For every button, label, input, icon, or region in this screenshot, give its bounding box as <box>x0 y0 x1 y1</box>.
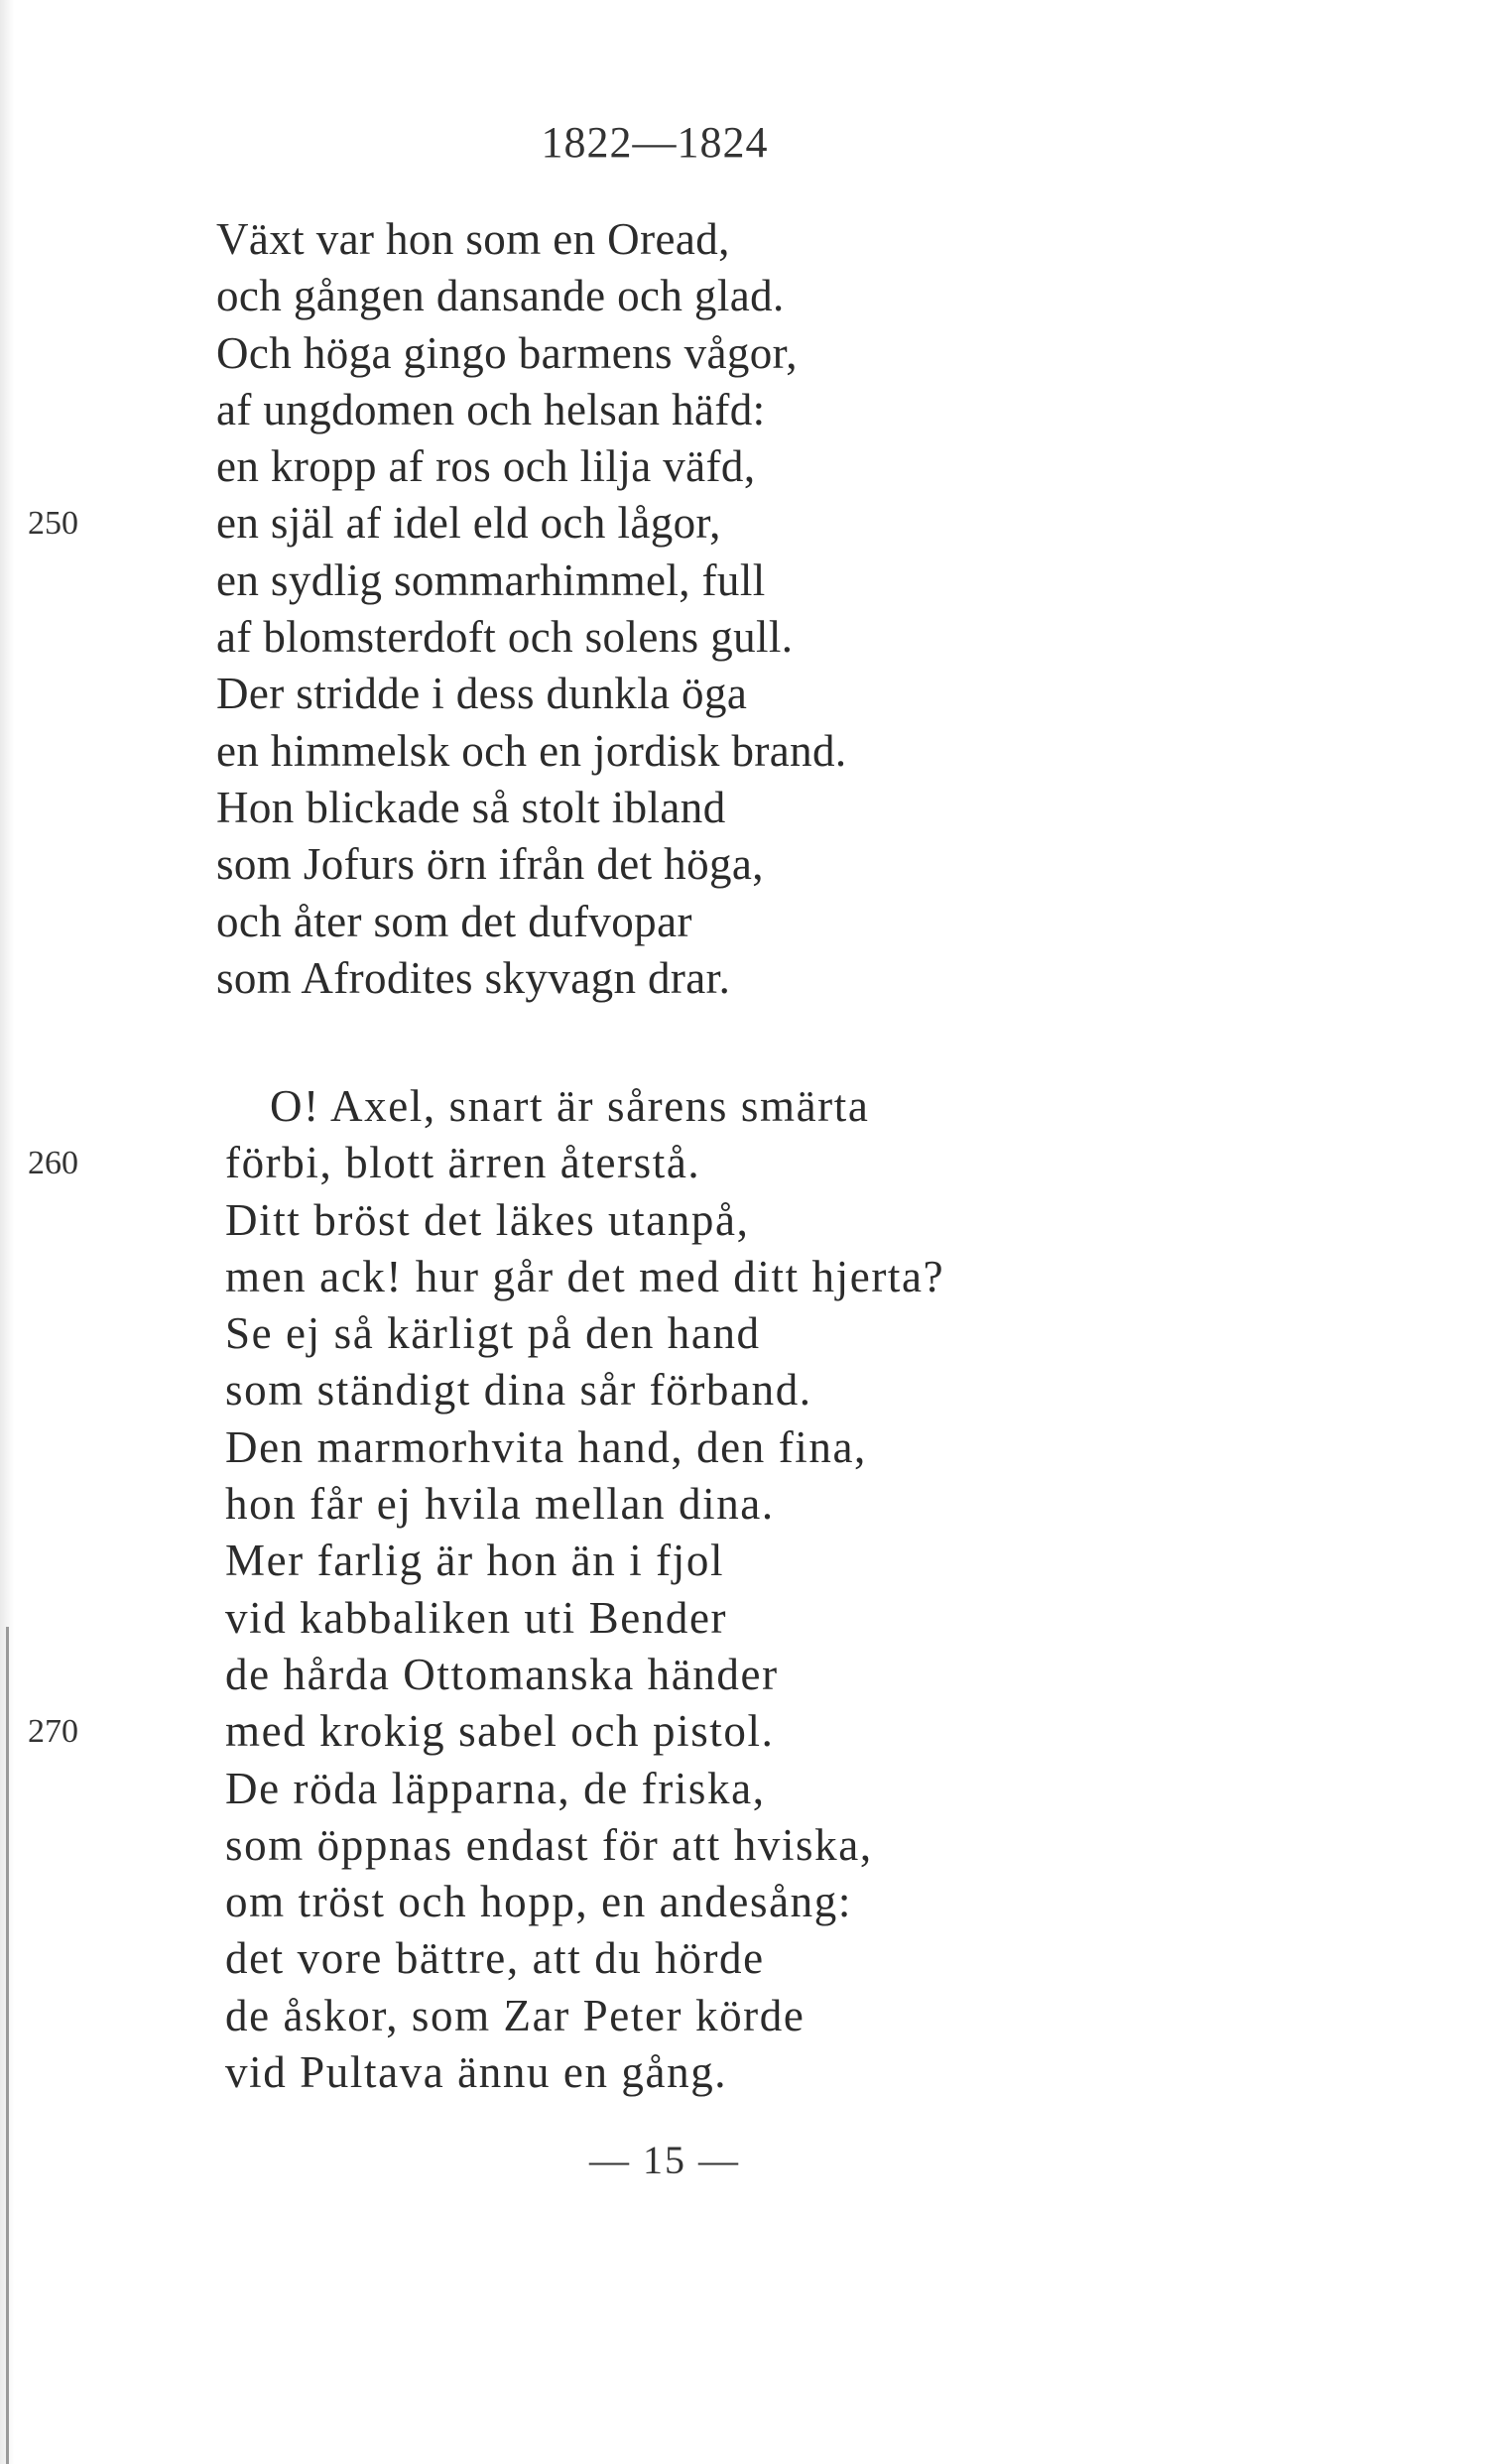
verse-line <box>0 1419 1488 1476</box>
verse-text: vid kabbaliken uti Bender <box>225 1592 728 1643</box>
verse-text: Mer farlig är hon än i fjol <box>225 1536 725 1586</box>
line-number: 270 <box>28 1713 78 1751</box>
verse-text: med krokig sabel och pistol. <box>225 1706 775 1757</box>
verse-line <box>0 325 1488 382</box>
verse-line <box>0 1078 1488 1135</box>
verse-text: Se ej så kärligt på den hand <box>225 1308 761 1359</box>
verse-line <box>0 1761 1488 1817</box>
verse-text: Der stridde i dess dunkla öga <box>216 669 748 719</box>
verse-text: som öppnas endast för att hviska, <box>225 1819 873 1870</box>
stanza-1 <box>0 211 1488 1007</box>
verse-line <box>0 1135 1488 1191</box>
verse-line <box>0 1988 1488 2044</box>
verse-text: om tröst och hopp, en andesång: <box>225 1877 852 1927</box>
verse-line <box>0 2044 1488 2101</box>
verse-text: en himmelsk och en jordisk brand. <box>216 725 847 776</box>
verse-line <box>0 1930 1488 1987</box>
verse-line <box>0 1817 1488 1874</box>
verse-line <box>0 1590 1488 1647</box>
stanza-2 <box>0 1078 1488 2101</box>
verse-text: de åskor, som Zar Peter körde <box>225 1990 806 2040</box>
verse-line <box>0 382 1488 438</box>
verse-text: O! Axel, snart är sårens smärta <box>270 1081 870 1131</box>
line-number: 260 <box>28 1145 78 1182</box>
verse-text: de hårda Ottomanska händer <box>225 1649 779 1699</box>
verse-line <box>0 553 1488 609</box>
verse-text: Växt var hon som en Oread, <box>216 214 730 264</box>
verse-text: en sydlig sommarhimmel, full <box>216 554 766 605</box>
verse-text: Hon blickade så stolt ibland <box>216 782 726 832</box>
verse-text: Och höga gingo barmens vågor, <box>216 327 798 378</box>
verse-line <box>0 780 1488 836</box>
verse-line <box>0 950 1488 1007</box>
verse-line <box>0 1874 1488 1930</box>
verse-text: hon får ej hvila mellan dina. <box>225 1479 775 1530</box>
verse-text: förbi, blott ärren återstå. <box>225 1138 701 1188</box>
verse-text: Den marmorhvita hand, den fina, <box>225 1421 867 1472</box>
verse-line <box>0 723 1488 780</box>
verse-line <box>0 268 1488 324</box>
verse-line <box>0 1703 1488 1760</box>
verse-line <box>0 609 1488 666</box>
running-head: 1822—1824 <box>541 118 769 167</box>
verse-line <box>0 1476 1488 1533</box>
verse-text: en själ af idel eld och lågor, <box>216 498 721 549</box>
verse-text: och gången dansande och glad. <box>216 271 785 321</box>
verse-text: vid Pultava ännu en gång. <box>225 2047 728 2098</box>
verse-line <box>0 1533 1488 1589</box>
verse-line <box>0 438 1488 495</box>
verse-line <box>0 894 1488 950</box>
verse-text: Ditt bröst det läkes utanpå, <box>225 1194 750 1245</box>
verse-line <box>0 211 1488 268</box>
verse-line <box>0 1305 1488 1362</box>
verse-text: som Afrodites skyvagn drar. <box>216 952 731 1003</box>
verse-line <box>0 1362 1488 1418</box>
verse-text: en kropp af ros och lilja väfd, <box>216 441 756 492</box>
verse-line <box>0 1192 1488 1249</box>
verse-text: men ack! hur går det med ditt hjerta? <box>225 1251 945 1301</box>
verse-line <box>0 1647 1488 1703</box>
verse-line <box>0 1249 1488 1305</box>
verse-line <box>0 666 1488 722</box>
verse-text: De röda läpparna, de friska, <box>225 1763 766 1813</box>
verse-text: af ungdomen och helsan häfd: <box>216 384 766 434</box>
verse-text: af blomsterdoft och solens gull. <box>216 612 794 663</box>
verse-text: som ständigt dina sår förband. <box>225 1365 812 1416</box>
line-number: 250 <box>28 505 78 543</box>
verse-line <box>0 495 1488 552</box>
verse-text: som Jofurs örn ifrån det höga, <box>216 839 764 890</box>
verse-text: det vore bättre, att du hörde <box>225 1933 765 1984</box>
verse-line <box>0 836 1488 893</box>
page-number: — 15 — <box>589 2138 740 2182</box>
verse-text: och åter som det dufvopar <box>216 896 692 946</box>
